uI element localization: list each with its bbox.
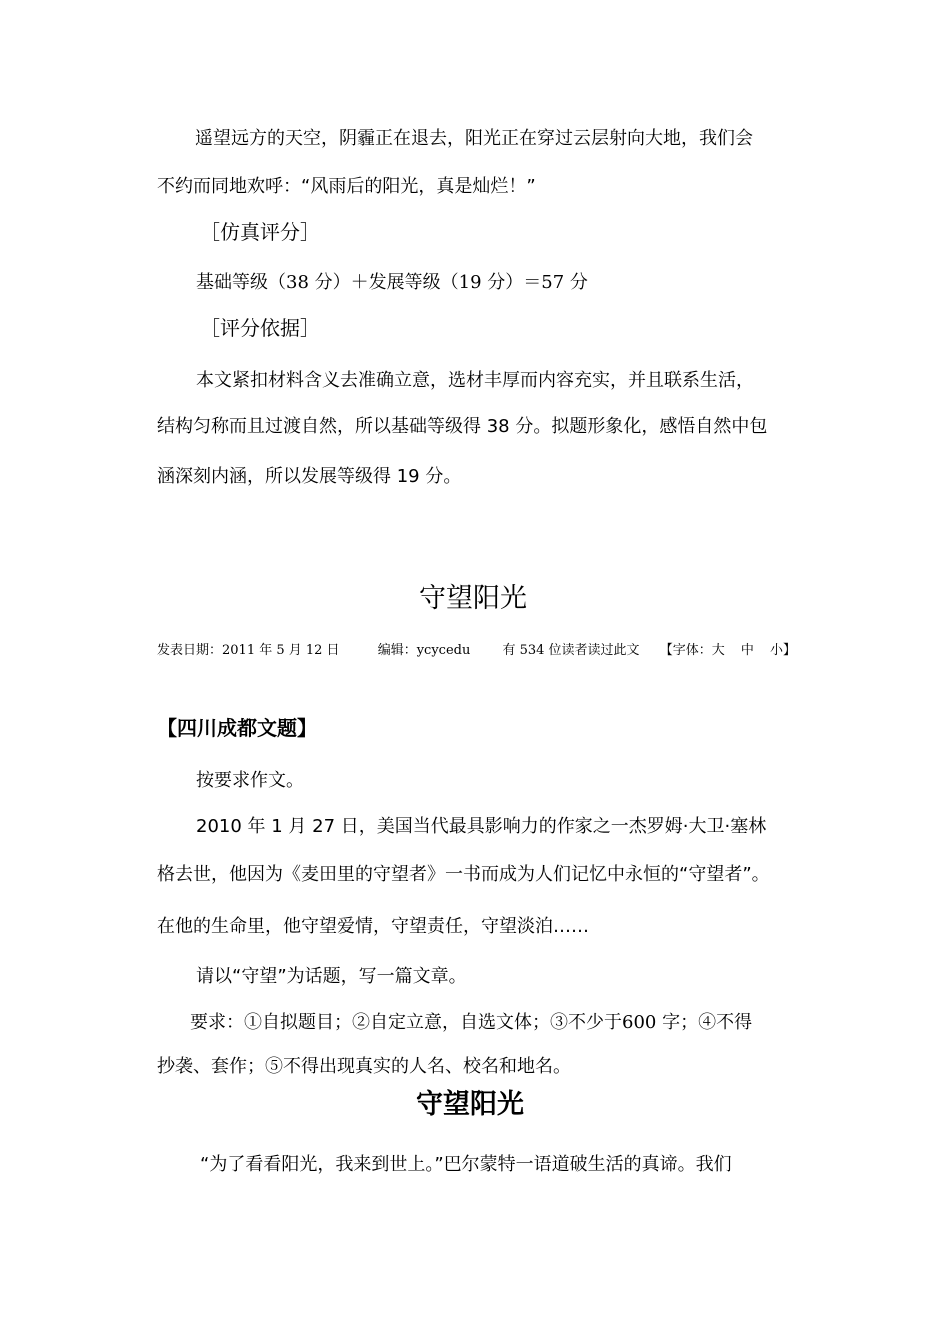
- text-run: 请以: [196, 966, 232, 987]
- font-size-bracket: 】: [783, 643, 797, 658]
- section-heading: 【四川成都文题】: [157, 716, 317, 740]
- text-run: 为话题，写一篇文章。: [286, 966, 467, 987]
- paragraph-line: 格去世，他因为《麦田里的守望者》一书而成为人们记忆中永恒的“守望者”。: [157, 864, 770, 885]
- article-meta: [157, 639, 796, 658]
- requirements-line: 要求：①自拟题目；②自定立意，自选文体；③不少于600 字；④不得: [190, 1012, 753, 1033]
- requirements-line: 抄袭、套作；⑤不得出现真实的人名、校名和地名。: [157, 1056, 571, 1077]
- paragraph-line: 遥望远方的天空，阴霾正在退去，阳光正在穿过云层射向大地，我们会: [195, 128, 753, 149]
- paragraph-line: 在他的生命里，他守望爱情，守望责任，守望淡泊……: [157, 916, 589, 937]
- font-size-large-link[interactable]: 大: [711, 643, 725, 658]
- quote-text: “为了看看阳光，我来到世上。”: [200, 1154, 444, 1175]
- font-size-small-link[interactable]: 小: [770, 643, 784, 658]
- section-heading: ［仿真评分］: [200, 220, 320, 244]
- publish-date: 发表日期：2011 年 5 月 12 日: [157, 643, 340, 658]
- paragraph-line: 2010 年 1 月 27 日，美国当代最具影响力的作家之一杰罗姆·大卫·塞林: [196, 816, 767, 837]
- text-run: 巴尔蒙特一语道破生活的真谛。我们: [443, 1154, 732, 1175]
- article-title: 守望阳光: [419, 583, 527, 614]
- reader-count: 有 534 位读者读过此文: [502, 643, 640, 658]
- paragraph-line: [157, 172, 536, 198]
- essay-title: 守望阳光: [416, 1089, 524, 1120]
- paragraph-line: 涵深刻内涵，所以发展等级得 19 分。: [157, 466, 462, 487]
- paragraph-line: 本文紧扣材料含义去准确立意，选材丰厚而内容充实，并且联系生活，: [196, 370, 754, 391]
- section-heading: ［评分依据］: [200, 316, 320, 340]
- paragraph-line: [196, 962, 467, 988]
- text-run: 不约而同地欢呼：: [157, 176, 301, 197]
- score-line: 基础等级（38 分）＋发展等级（19 分）＝57 分: [196, 272, 588, 293]
- paragraph-line: 结构匀称而且过渡自然，所以基础等级得 38 分。拟题形象化，感悟自然中包: [157, 416, 768, 437]
- paragraph-line: 按要求作文。: [196, 770, 304, 791]
- quote-text: “守望”: [232, 966, 287, 987]
- font-size-medium-link[interactable]: 中: [740, 643, 754, 658]
- editor: 编辑：ycycedu: [377, 643, 471, 658]
- quote-text: “风雨后的阳光，真是灿烂！”: [301, 176, 536, 197]
- font-size-label: 【字体：: [659, 643, 712, 658]
- paragraph-line: [200, 1150, 732, 1176]
